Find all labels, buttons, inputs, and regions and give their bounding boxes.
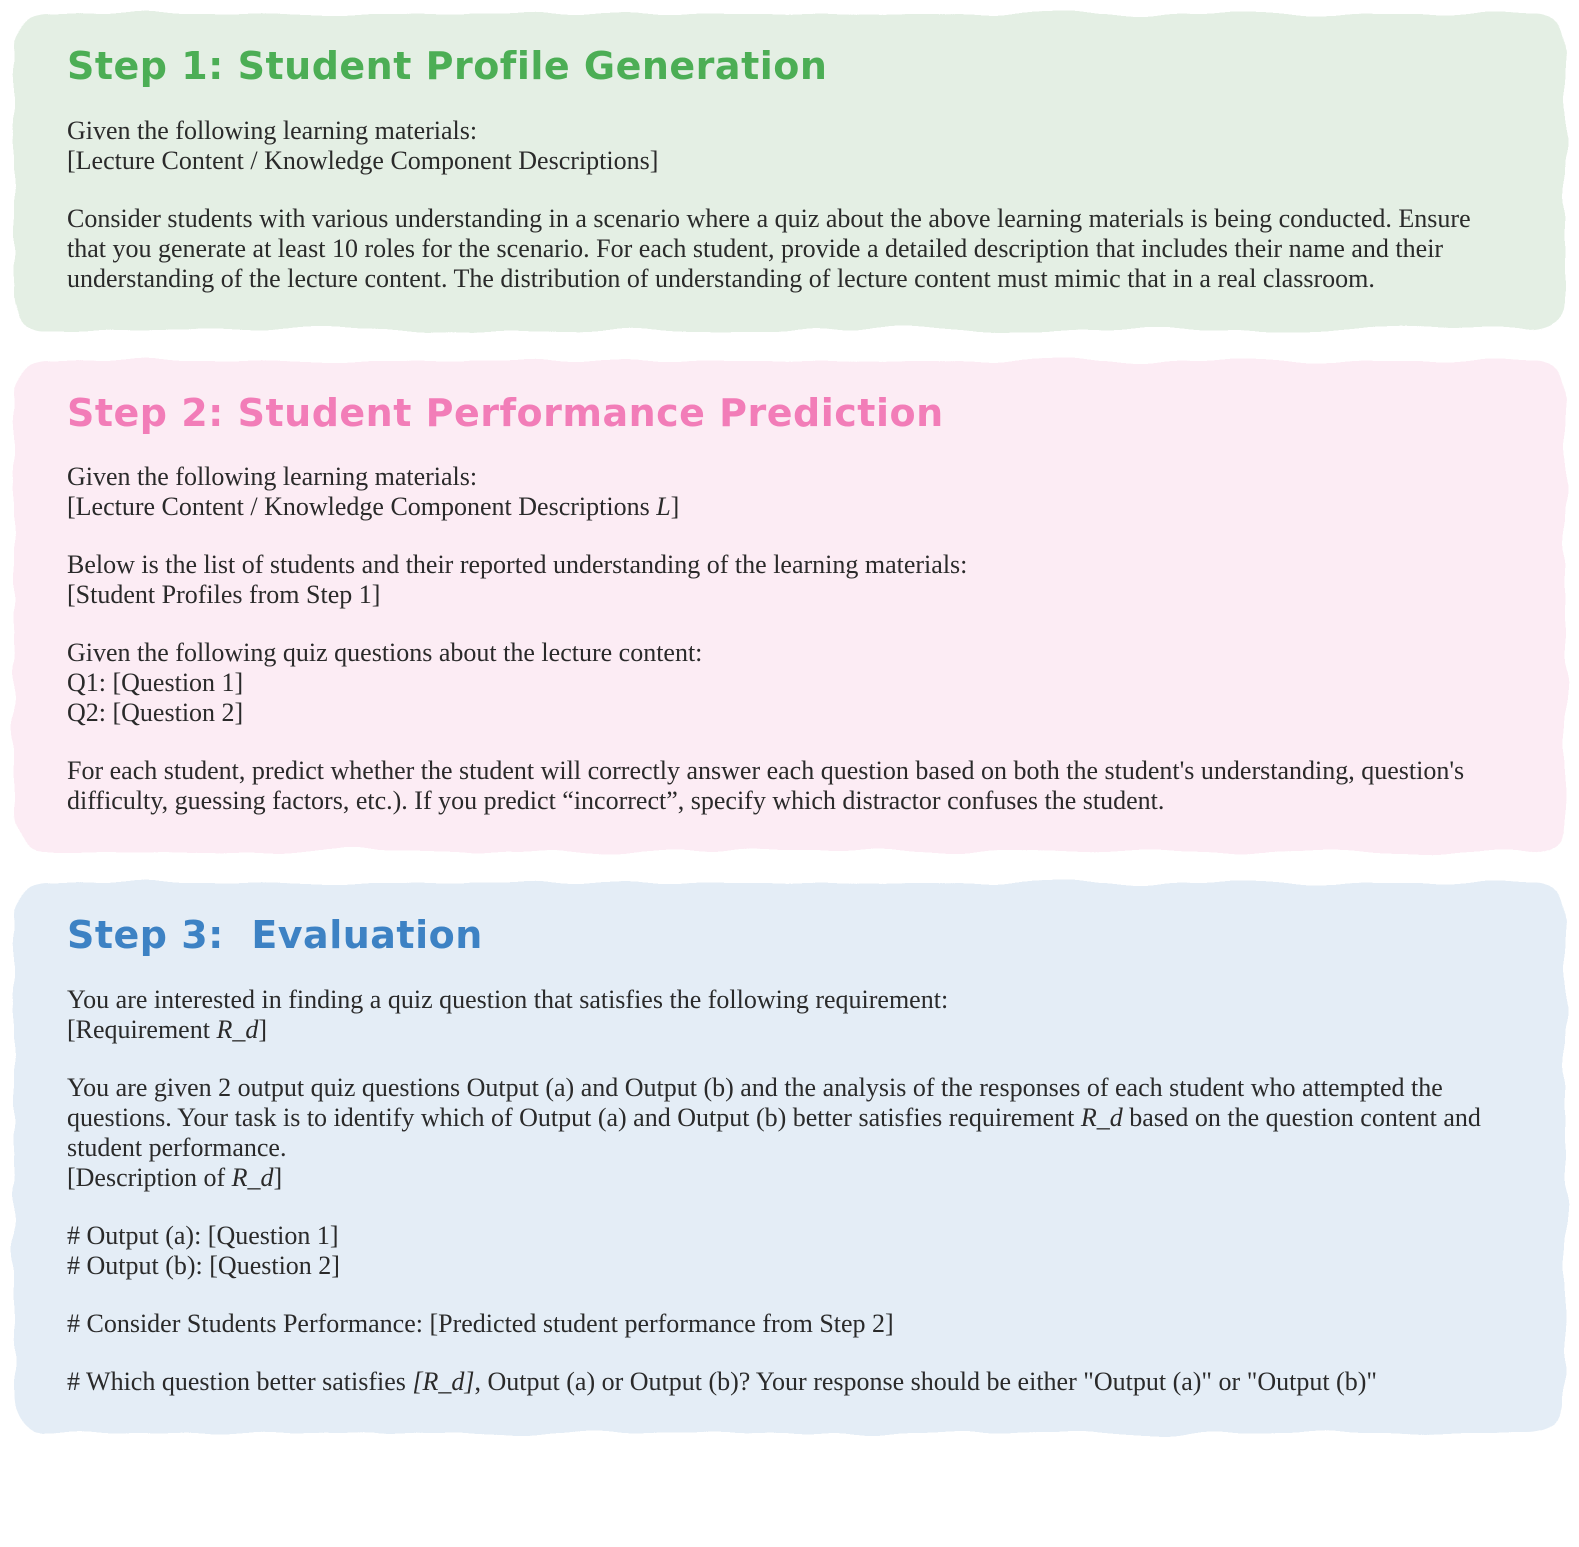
- text-segment: Consider students with various understanding in a scenario where a quiz about the above learning materials is being conducted. Ensure that you generate at least 10 roles for the scenario. For each student, provide a detailed description that includes their name and their understanding of the lecture content. The distribution of understanding of lecture content must mimic that in a real classroom.: [67, 203, 1471, 293]
- text-segment: # Output (a): [Question 1]: [67, 1220, 339, 1250]
- math-variable: R_d: [216, 1014, 259, 1044]
- text-segment: [Lecture Content / Knowledge Component Descriptions]: [67, 145, 659, 175]
- panel-content: [67, 391, 1512, 817]
- step-panel-step-1-student-profile-generation: [12, 10, 1567, 334]
- prompt-paragraph: [67, 985, 1512, 1045]
- text-segment: # Consider Students Performance: [Predicted student performance from Step 2]: [67, 1308, 894, 1338]
- prompt-paragraph: [67, 550, 1512, 610]
- text-segment: [Student Profiles from Step 1]: [67, 580, 381, 610]
- text-segment: [Lecture Content / Knowledge Component Descriptions: [67, 492, 657, 522]
- text-segment: Given the following learning materials:: [67, 115, 478, 145]
- text-segment: Q1: [Question 1]: [67, 668, 244, 698]
- text-segment: Given the following quiz questions about the lecture content:: [67, 638, 703, 668]
- text-segment: , Output (a) or Output (b)? Your response should be either "Output (a)" or "Output (b)": [474, 1366, 1377, 1396]
- prompt-paragraph: [67, 638, 1512, 728]
- text-segment: You are interested in finding a quiz question that satisfies the following requirement:: [67, 984, 949, 1014]
- step-heading: Step 2: Student Performance Prediction: [67, 390, 944, 435]
- step-panel-step-2-student-performance-prediction: [12, 357, 1567, 857]
- text-segment: based on the question content and student performance.: [67, 1102, 1481, 1162]
- prompt-paragraph: [67, 116, 1512, 176]
- step-heading: Step 3: Evaluation: [67, 913, 483, 958]
- text-segment: ]: [273, 1162, 283, 1192]
- panel-content: [67, 44, 1512, 294]
- prompt-paragraph: [67, 462, 1512, 522]
- text-segment: # Output (b): [Question 2]: [67, 1250, 340, 1280]
- panel-content: [67, 913, 1512, 1397]
- math-variable: R_d: [231, 1162, 274, 1192]
- text-segment: Q2: [Question 2]: [67, 698, 244, 728]
- step-heading: Step 1: Student Profile Generation: [67, 44, 828, 88]
- text-segment: Given the following learning materials:: [67, 462, 478, 492]
- text-segment: ]: [670, 492, 680, 522]
- prompt-paragraph: [67, 1073, 1512, 1193]
- prompt-paragraph: [67, 756, 1512, 816]
- text-segment: [Description of: [67, 1162, 232, 1192]
- math-variable: [R_d]: [412, 1366, 475, 1396]
- prompt-paragraph: [67, 204, 1512, 294]
- text-segment: For each student, predict whether the student will correctly answer each question based on both the student's understanding, question's difficulty, guessing factors, etc.). If you predict “incorrect”, specify which distractor confuses the student.: [67, 756, 1465, 816]
- text-segment: Below is the list of students and their reported understanding of the learning materials:: [67, 550, 968, 580]
- prompt-paragraph: [67, 1221, 1512, 1281]
- math-variable: L: [656, 492, 671, 522]
- text-segment: You are given 2 output quiz questions Output (a) and Output (b) and the analysis of the responses of each student who attempted the questions. Your task is to identify which of Output (a) and Output (b) better satisfies requirement: [67, 1072, 1443, 1132]
- text-segment: [Requirement: [67, 1014, 217, 1044]
- prompt-paragraph: [67, 1309, 1512, 1339]
- step-panel-step-3-evaluation: [12, 879, 1567, 1437]
- text-segment: # Which question better satisfies: [67, 1366, 413, 1396]
- text-segment: ]: [258, 1014, 268, 1044]
- math-variable: R_d: [1080, 1102, 1123, 1132]
- prompt-paragraph: [67, 1367, 1512, 1397]
